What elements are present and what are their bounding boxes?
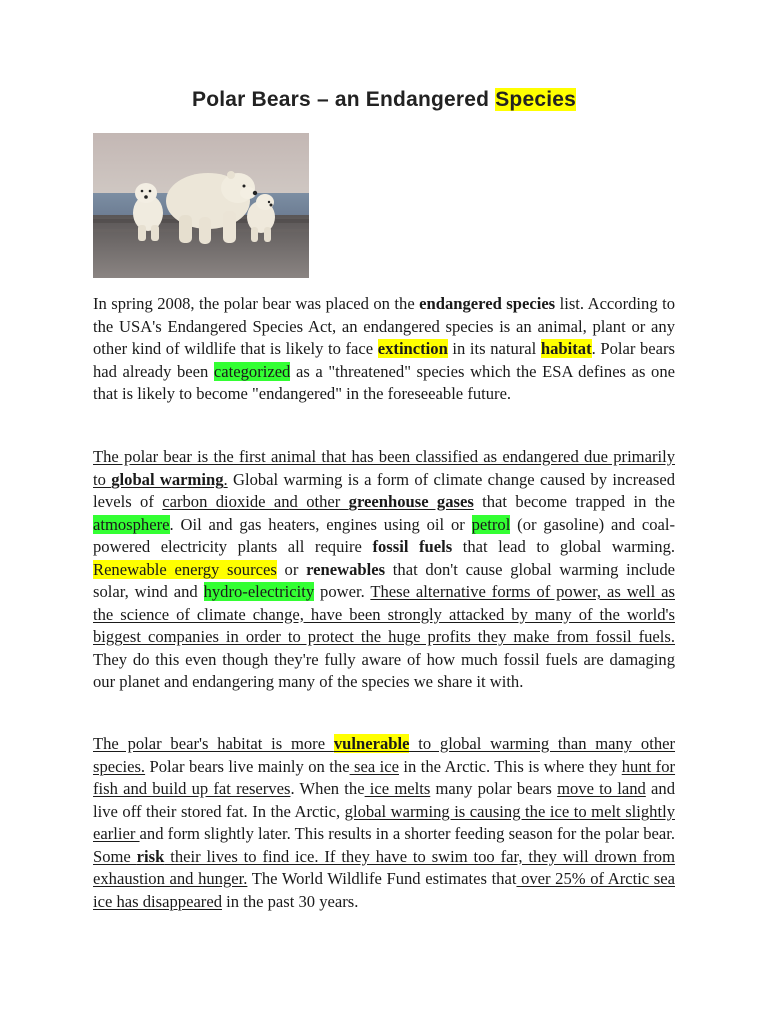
text-run: in the past 30 years. bbox=[222, 891, 359, 911]
text-run: move to land bbox=[557, 779, 646, 798]
text-run: greenhouse gases bbox=[348, 492, 474, 511]
text-run: over 25% of Arctic sea ice has disappeared bbox=[93, 869, 675, 911]
paragraph-3 bbox=[93, 733, 675, 913]
text-run: as a "threatened" species which the ESA defines as one that is likely to become "endangered" in the foreseeable future. bbox=[93, 361, 675, 403]
page-title bbox=[0, 88, 768, 112]
paragraph-2 bbox=[93, 446, 675, 694]
title-text: Polar Bears – an Endangered bbox=[191, 88, 496, 111]
text-run: The polar bear is the first animal that has been classified as endangered due primarily to bbox=[93, 447, 675, 489]
text-run: renewables bbox=[306, 559, 386, 579]
text-run: many polar bears bbox=[430, 779, 558, 798]
text-run: in its natural bbox=[447, 339, 541, 358]
text-run: fossil fuels bbox=[372, 537, 453, 556]
text-run: their lives to find ice. If they have to swim too far, they will drown from exhaustion and hunger. bbox=[93, 846, 675, 888]
polar-bears-image bbox=[93, 133, 309, 278]
highlight-extinction: extinction bbox=[377, 339, 448, 358]
text-run: The polar bear's habitat is more bbox=[93, 734, 334, 753]
highlight-petrol: petrol bbox=[471, 514, 511, 534]
text-run: or bbox=[276, 559, 307, 579]
text-run bbox=[137, 847, 165, 866]
text-run: . Oil and gas heaters, engines using oil or bbox=[169, 514, 472, 534]
text-run: These alternative forms of power, as well as the science of climate change, have been strongly attacked by many of the world's biggest companies in order to protect the huge profits they make from fossil fuels. bbox=[93, 582, 675, 646]
text-run: and live off their stored fat. In the Arctic, bbox=[93, 779, 675, 821]
text-run: . Polar bears had already been bbox=[93, 339, 676, 381]
text-run: global warming bbox=[111, 469, 224, 489]
text-run bbox=[334, 734, 410, 753]
text-run bbox=[111, 470, 223, 489]
text-run: Some bbox=[93, 846, 137, 866]
text-run: carbon dioxide and other bbox=[162, 492, 349, 511]
text-run: Global warming is a form of climate change caused by increased levels of bbox=[93, 469, 675, 511]
text-run: Polar bears live mainly on the bbox=[145, 756, 350, 776]
text-run: endangered species bbox=[419, 294, 556, 313]
text-run: that become trapped in the bbox=[473, 492, 675, 511]
text-run: In spring 2008, the polar bear was placed on the bbox=[93, 294, 420, 313]
text-run: (or gasoline) and coal-powered electricity plants all require bbox=[93, 514, 676, 556]
title-highlight: Species bbox=[495, 88, 576, 111]
text-run: risk bbox=[136, 846, 165, 866]
text-run: in the Arctic. This is where they bbox=[398, 756, 622, 776]
text-run: They do this even though they're fully aware of how much fossil fuels are damaging our planet and endangering many of the species we share it with. bbox=[93, 649, 675, 691]
text-run: ice melts bbox=[364, 779, 431, 798]
text-run bbox=[349, 492, 474, 511]
text-run: . When the bbox=[290, 779, 365, 798]
text-run: to global warming than many other species. bbox=[93, 734, 676, 776]
highlight-vulnerable: vulnerable bbox=[333, 734, 410, 753]
text-run: power. bbox=[314, 582, 371, 601]
text-run: and form slightly later. This results in a shorter feeding season for the polar bear. bbox=[139, 824, 675, 843]
polar-bears-photo bbox=[93, 133, 309, 278]
text-run: . bbox=[223, 469, 228, 489]
highlight-atmosphere: atmosphere bbox=[93, 514, 170, 534]
text-run: list. According to the USA's Endangered Species Act, an endangered species is an animal, plant or any other kind of wildlife that is likely to face bbox=[93, 294, 675, 358]
highlight-habitat: habitat bbox=[540, 339, 592, 358]
paragraph-1 bbox=[93, 293, 675, 406]
text-run: hunt for fish and build up fat reserves bbox=[93, 756, 676, 798]
text-run: The World Wildlife Fund estimates that bbox=[247, 869, 517, 888]
text-run: global warming is causing the ice to melt slightly earlier bbox=[93, 801, 675, 843]
highlight-categorized: categorized bbox=[213, 361, 291, 381]
highlight-hydro-electricity: hydro-electricity bbox=[203, 582, 315, 601]
text-run: that don't cause global warming include solar, wind and bbox=[93, 559, 675, 601]
text-run: that lead to global warming. bbox=[452, 537, 676, 556]
text-run: sea ice bbox=[349, 756, 399, 776]
highlight-renewable-energy: Renewable energy sources bbox=[93, 559, 277, 579]
